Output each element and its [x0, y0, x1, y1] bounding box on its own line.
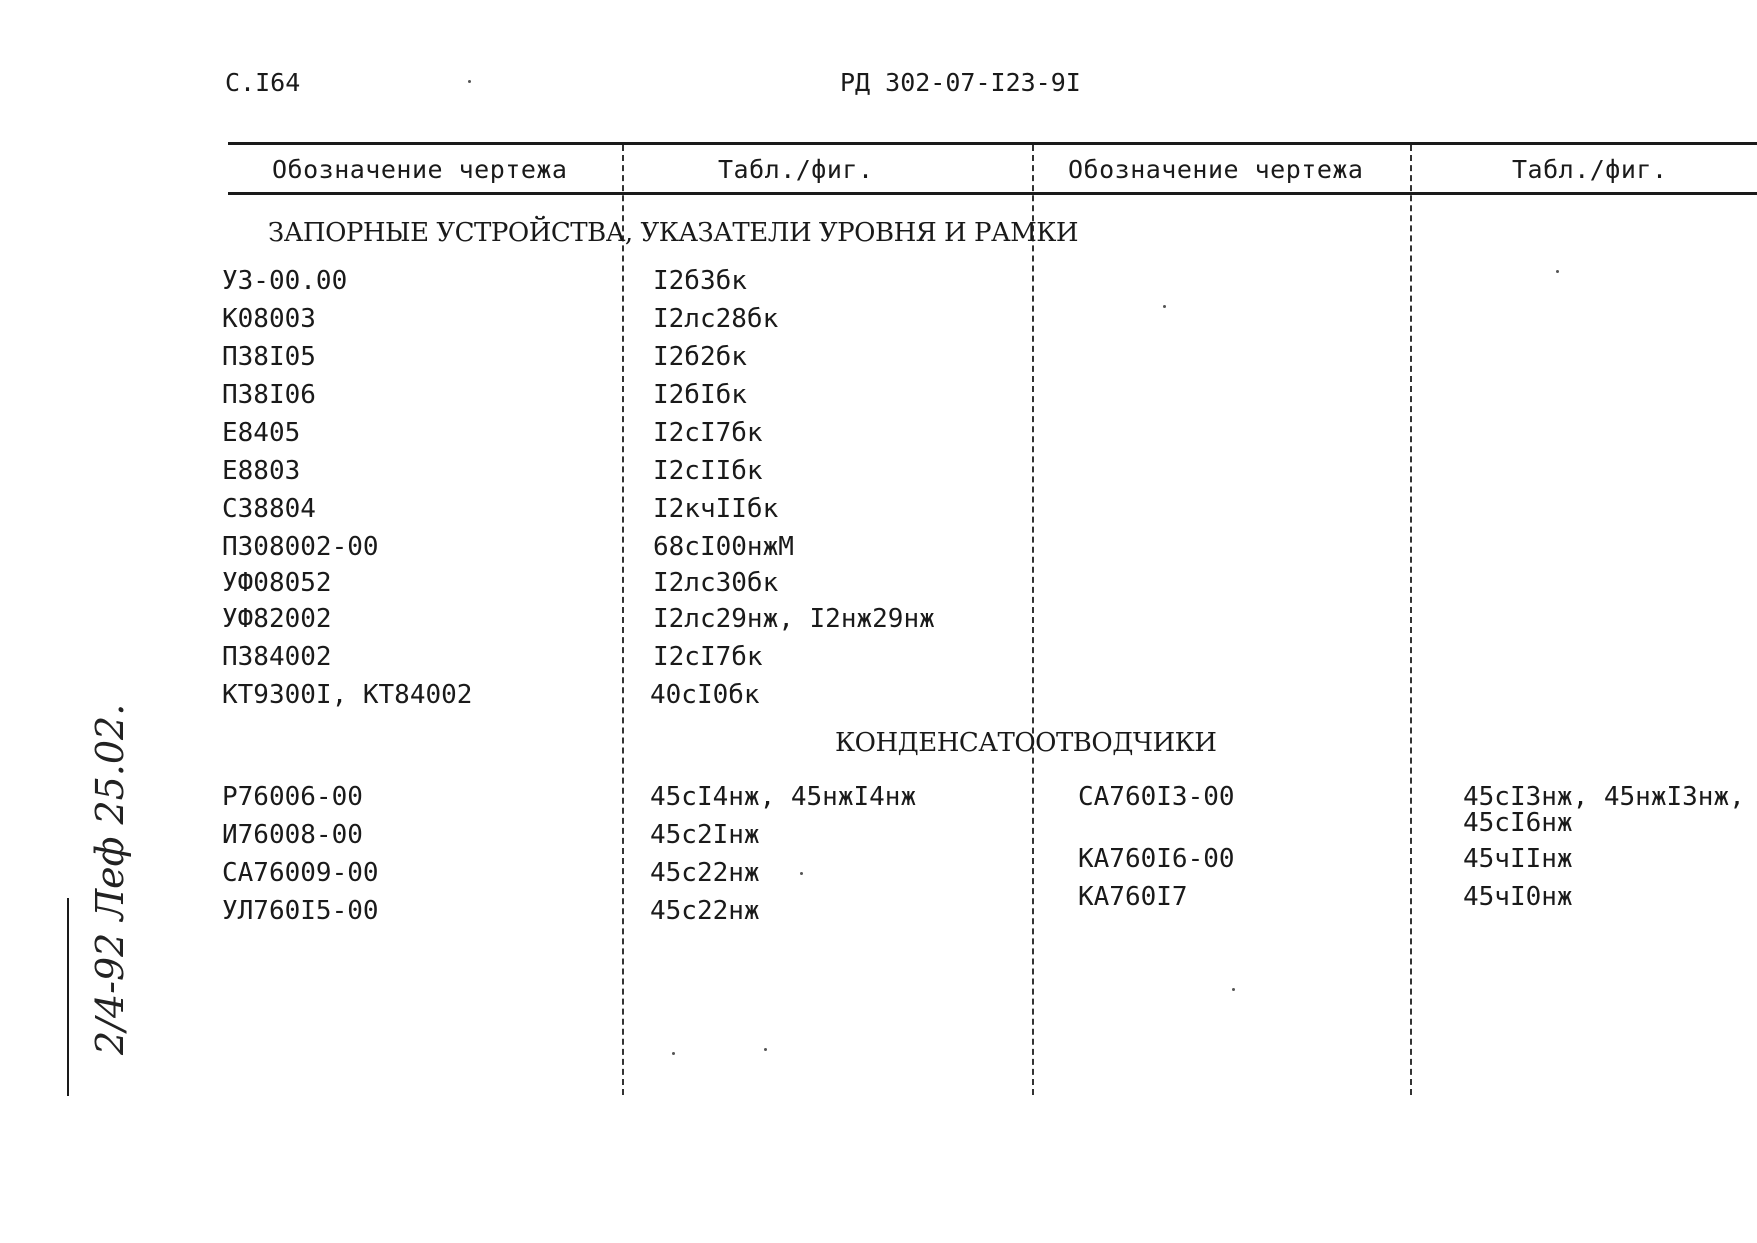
table-row-figure: 45с22нж	[650, 858, 760, 888]
table-row-drawing: Е8803	[222, 456, 301, 486]
page-number: С.I64	[225, 68, 301, 97]
table-row-figure: 40сI0бк	[650, 680, 760, 710]
table-row-drawing: Е8405	[222, 418, 301, 448]
table-row-figure: 68сI00нжМ	[653, 532, 794, 562]
table-row-figure: 45сI4нж, 45нжI4нж	[650, 782, 917, 812]
table-row-drawing: П38I05	[222, 342, 316, 372]
table-header-bottom-rule	[228, 192, 1757, 195]
section-title-condensate-traps: КОНДЕНСАТООТВОДЧИКИ	[835, 728, 1217, 758]
table-row-figure: I2б3бк	[653, 266, 747, 296]
table-row-drawing: К08003	[222, 304, 316, 334]
column-header-drawing-1: Обозначение чертежа	[272, 155, 568, 184]
table-row-figure: 45сI3нж, 45нжI3нж,	[1463, 782, 1745, 812]
table-row-figure-continued: 45сI6нж	[1463, 808, 1573, 838]
table-row-figure: 45чI0нж	[1463, 882, 1573, 912]
table-row-figure: I2б2бк	[653, 342, 747, 372]
column-header-drawing-2: Обозначение чертежа	[1068, 155, 1364, 184]
table-row-figure: 45чIIнж	[1463, 844, 1573, 874]
scan-speck	[1556, 270, 1559, 273]
table-row-drawing: С38804	[222, 494, 316, 524]
table-row-drawing: УЗ-00.00	[222, 266, 348, 296]
table-top-rule	[228, 142, 1757, 145]
table-row-drawing: УФ82002	[222, 604, 332, 634]
table-row-figure: 45с2Iнж	[650, 820, 760, 850]
scan-speck	[672, 1052, 675, 1055]
table-row-drawing: П308002-00	[222, 532, 379, 562]
table-row-drawing: УЛ760I5-00	[222, 896, 379, 926]
table-row-drawing: КА760I7	[1078, 882, 1188, 912]
column-divider-3	[1410, 145, 1412, 1095]
table-row-figure: I2лс28бк	[653, 304, 779, 334]
column-divider-2	[1032, 145, 1034, 1095]
table-row-drawing: СА76009-00	[222, 858, 379, 888]
table-row-figure: I2сI7бк	[653, 642, 763, 672]
table-row-figure: I2кчIIбк	[653, 494, 779, 524]
table-row-drawing: КТ9300I, КТ84002	[222, 680, 473, 710]
table-row-drawing: П38I06	[222, 380, 316, 410]
table-row-drawing: И76008-00	[222, 820, 363, 850]
column-divider-1	[622, 145, 624, 1095]
scan-speck	[800, 872, 803, 875]
column-header-table-2: Табл./фиг.	[1512, 155, 1668, 184]
table-row-figure: I2сIIбк	[653, 456, 763, 486]
scan-speck	[764, 1048, 767, 1051]
table-row-figure: I2сI7бк	[653, 418, 763, 448]
table-row-drawing: УФ08052	[222, 568, 332, 598]
table-row-figure: I2бIбк	[653, 380, 747, 410]
scan-speck	[1163, 305, 1166, 308]
margin-rule	[67, 898, 69, 1096]
table-row-drawing: КА760I6-00	[1078, 844, 1235, 874]
scan-speck	[1232, 988, 1235, 991]
table-row-figure: 45с22нж	[650, 896, 760, 926]
scan-speck	[468, 80, 471, 83]
handwritten-margin-note: 2/4-92 Леф 25.02.	[88, 703, 132, 1055]
table-row-drawing: Р76006-00	[222, 782, 363, 812]
section-title-shutoff-devices: ЗАПОРНЫЕ УСТРОЙСТВА, УКАЗАТЕЛИ УРОВНЯ И РАМКИ	[268, 218, 1079, 248]
table-row-drawing: СА760I3-00	[1078, 782, 1235, 812]
table-row-drawing: П384002	[222, 642, 332, 672]
column-header-table-1: Табл./фиг.	[718, 155, 874, 184]
document-code: РД 302-07-I23-9I	[840, 68, 1081, 97]
table-row-figure: I2лс29нж, I2нж29нж	[653, 604, 935, 634]
table-row-figure: I2лс30бк	[653, 568, 779, 598]
